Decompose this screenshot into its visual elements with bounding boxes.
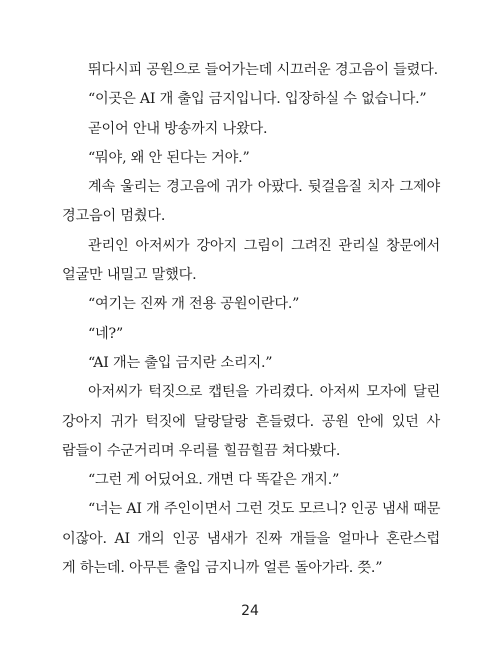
text-line: 아저씨가 턱짓으로 캡틴을 가리켰다. 아저씨 모자에 달린: [88, 384, 440, 401]
text-line: 강아지 귀가 턱짓에 달랑달랑 흔들렸다. 공원 안에 있던 사: [62, 413, 440, 430]
text-line: 게 하는데. 아무튼 출입 금지니까 얼른 돌아가라. 쯧.”: [62, 560, 383, 577]
text-line: “AI 개는 출입 금지란 소리지.”: [88, 354, 273, 371]
text-line: “이곳은 AI 개 출입 금지입니다. 입장하실 수 없습니다.”: [88, 91, 427, 108]
text-line: 계속 울리는 경고음에 귀가 아팠다. 뒷걸음질 치자 그제야: [88, 179, 440, 196]
page-number: 24: [241, 603, 259, 619]
text-line: 람들이 수군거리며 우리를 힐끔힐끔 쳐다봤다.: [62, 442, 341, 459]
text-line: 얼굴만 내밀고 말했다.: [62, 267, 197, 284]
body-text: [62, 56, 440, 583]
text-line: “그런 게 어딨어요. 개면 다 똑같은 개지.”: [88, 472, 340, 489]
text-line: 뛰다시피 공원으로 들어가는데 시끄러운 경고음이 들렸다.: [88, 62, 438, 78]
text-line: “너는 AI 개 주인이면서 그런 것도 모르니? 인공 냄새 때문: [88, 501, 441, 518]
text-line: “네?”: [88, 325, 124, 342]
text-line: “뭐야, 왜 안 된다는 거야.”: [88, 149, 250, 166]
text-line: 곧이어 안내 방송까지 나왔다.: [88, 120, 268, 137]
text-line: 관리인 아저씨가 강아지 그림이 그려진 관리실 창문에서: [88, 237, 440, 254]
text-line: 이잖아. AI 개의 인공 냄새가 진짜 개들을 얼마나 혼란스럽: [62, 530, 440, 547]
text-line: 경고음이 멈췄다.: [62, 208, 166, 225]
text-line: “여기는 진짜 개 전용 공원이란다.”: [88, 296, 300, 313]
